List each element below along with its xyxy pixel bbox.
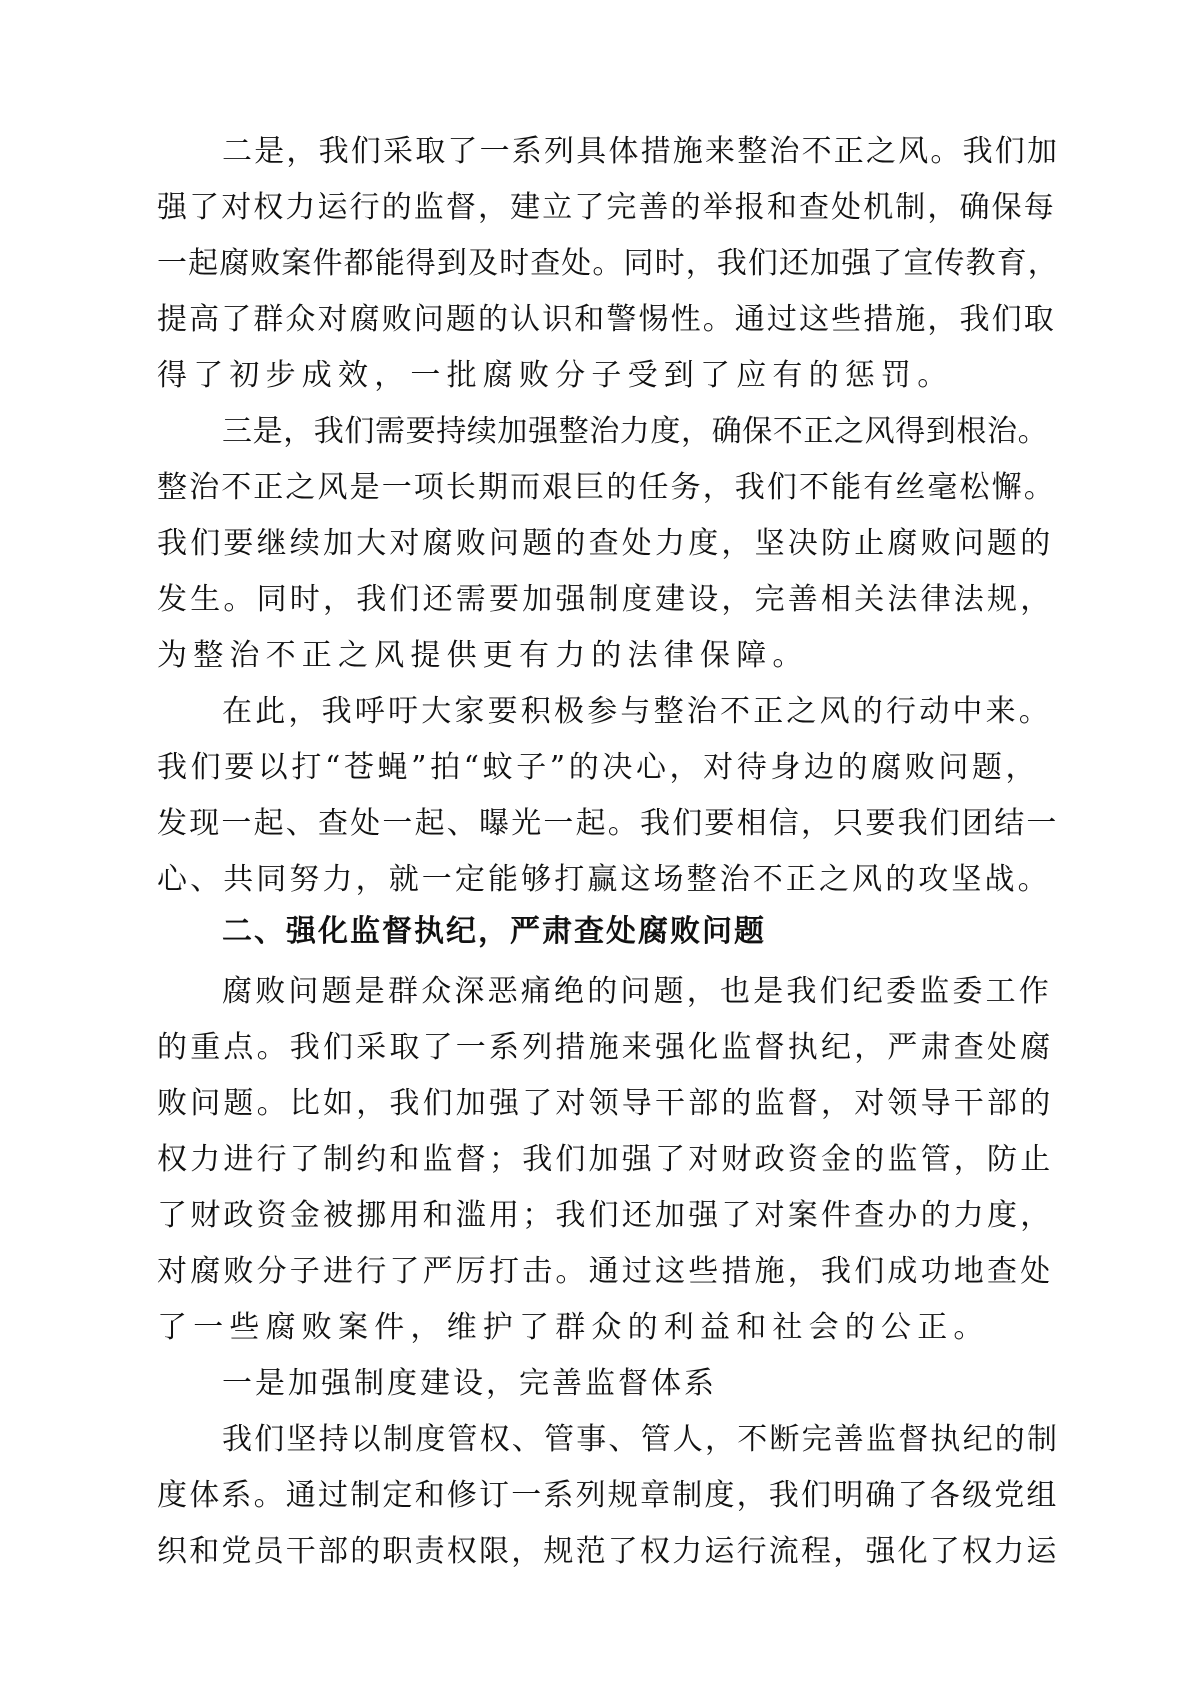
paragraph-line: 了财政资金被挪用和滥用；我们还加强了对案件查办的力度， [157, 1198, 1054, 1233]
paragraph-line: 强了对权力运行的监督，建立了完善的举报和查处机制，确保每 [157, 190, 1056, 225]
paragraph-line: 发生。同时，我们还需要加强制度建设，完善相关法律法规， [157, 582, 1054, 617]
paragraph-line: 权力进行了制约和监督；我们加强了对财政资金的监管，防止 [157, 1142, 1054, 1177]
paragraph-line: 提高了群众对腐败问题的认识和警惕性。通过这些措施，我们取 [157, 302, 1056, 337]
paragraph-line: 我们要继续加大对腐败问题的查处力度，坚决防止腐败问题的 [157, 526, 1054, 561]
paragraph-line: 一起腐败案件都能得到及时查处。同时，我们还加强了宣传教育， [157, 246, 1059, 281]
paragraph-line: 为整治不正之风提供更有力的法律保障。 [157, 638, 809, 673]
paragraph-line: 心、共同努力，就一定能够打赢这场整治不正之风的攻坚战。 [157, 862, 1051, 897]
subsection-heading: 一是加强制度建设，完善监督体系 [222, 1366, 717, 1401]
paragraph-line: 织和党员干部的职责权限，规范了权力运行流程，强化了权力运 [157, 1534, 1059, 1569]
paragraph-line: 在此，我呼吁大家要积极参与整治不正之风的行动中来。 [222, 694, 1052, 729]
paragraph-line: 我们要以打“苍蝇”拍“蚊子”的决心，对待身边的腐败问题， [157, 750, 1040, 785]
paragraph-line: 了一些腐败案件，维护了群众的利益和社会的公正。 [157, 1310, 990, 1345]
paragraph-line: 的重点。我们采取了一系列措施来强化监督执纪，严肃查处腐 [157, 1030, 1054, 1065]
paragraph-line: 腐败问题是群众深恶痛绝的问题，也是我们纪委监委工作 [222, 974, 1052, 1009]
paragraph-line: 得了初步成效，一批腐败分子受到了应有的惩罚。 [157, 358, 954, 393]
paragraph-line: 败问题。比如，我们加强了对领导干部的监督，对领导干部的 [157, 1086, 1054, 1121]
section-heading: 二、强化监督执纪，严肃查处腐败问题 [222, 914, 766, 949]
paragraph-line: 整治不正之风是一项长期而艰巨的任务，我们不能有丝毫松懈。 [157, 470, 1056, 505]
paragraph-line: 二是，我们采取了一系列具体措施来整治不正之风。我们加 [222, 134, 1060, 169]
paragraph-line: 对腐败分子进行了严厉打击。通过这些措施，我们成功地查处 [157, 1254, 1054, 1289]
paragraph-line: 我们坚持以制度管权、管事、管人，不断完善监督执纪的制 [222, 1422, 1060, 1457]
paragraph-line: 度体系。通过制定和修订一系列规章制度，我们明确了各级党组 [157, 1478, 1059, 1513]
paragraph-line: 三是，我们需要持续加强整治力度，确保不正之风得到根治。 [222, 414, 1049, 449]
paragraph-line: 发现一起、查处一起、曝光一起。我们要相信，只要我们团结一 [157, 806, 1059, 841]
